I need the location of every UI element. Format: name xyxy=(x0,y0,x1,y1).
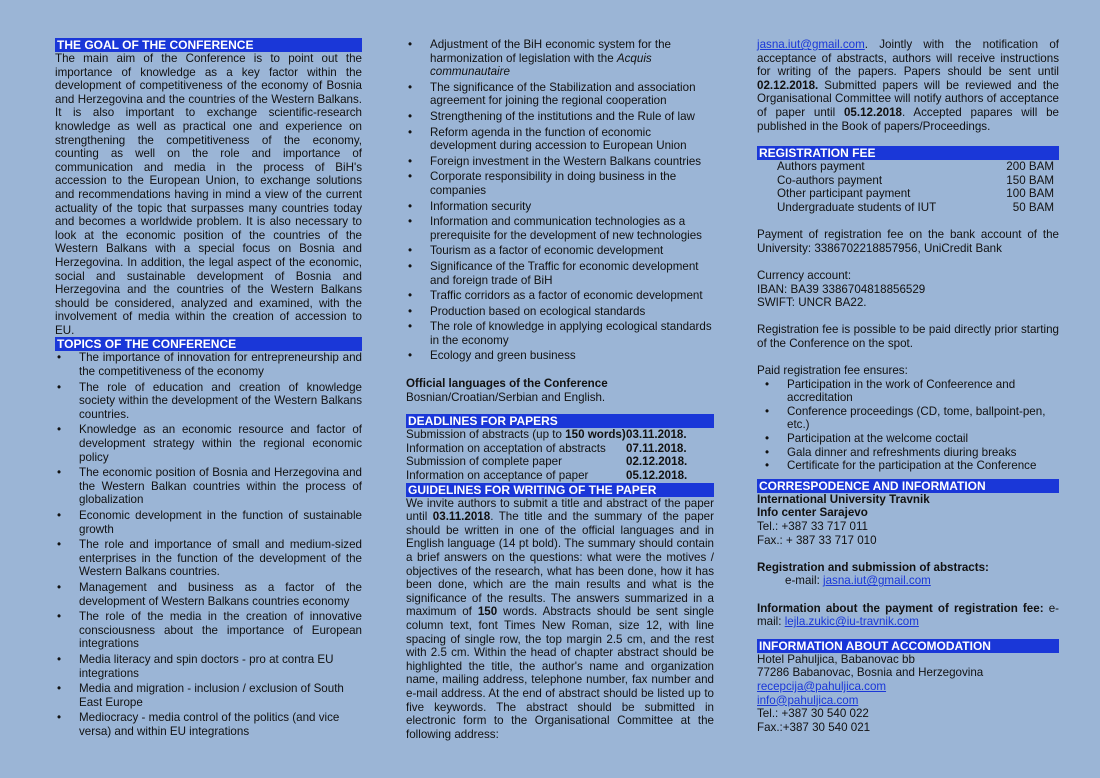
topic-item: • Production based on ecological standards xyxy=(406,305,714,319)
deadline-row xyxy=(406,455,714,469)
hotel-email-link-2[interactable]: info@pahuljica.com xyxy=(757,693,859,707)
hotel-address: 77286 Babanovac, Bosnia and Herzegovina xyxy=(757,666,984,680)
fee-label: Other participant payment xyxy=(777,187,911,201)
currency-title: Currency account: xyxy=(757,268,852,282)
fee-amount: 200 BAM xyxy=(1006,160,1054,174)
topic-item-text: Adjustment of the BiH economic system for the harmonization of legislation with the xyxy=(430,38,671,65)
topic-item: • Mediocracy - media control of the politics (and vice versa) and within EU integrations xyxy=(55,711,362,738)
fee-amount: 150 BAM xyxy=(1006,173,1054,187)
guidelines-text: We invite authors to submit a title and abstract of the paper until 03.11.2018. The title and the summary of the paper should be written in one of the official languages and in English language (14 pt bold). The summary should contain a brief answers on the questions: what were the motives / objectives of the research, what has been done, how it has been done, which are the main results and what is the significance of the results. The answers summarized in a maximum of 150 words. Abstracts should be sent single column text, font Times New Roman, size 12, with line spacing of single row, the top margin 2.5 cm, and the rest with 2.5 cm. Within the head of chapter abstract should be highlighted the title, the author's name and organization name, mailing address, telephone number, fax number and e-mail address. At the end of abstract should be listed up to five keywords. The abstract should be submitted in electronic form to the Organisational Committee at the following address: xyxy=(406,496,714,741)
topic-item: • The role of knowledge in applying ecological standards in the economy xyxy=(406,320,714,347)
deadline-row xyxy=(406,469,714,483)
topic-item: • Corporate responsibility in doing business in the companies xyxy=(406,170,714,197)
info-center: Info center Sarajevo xyxy=(757,506,868,520)
topic-item: • The significance of the Stabilization and association agreement for joining the regional cooperation xyxy=(406,81,714,108)
ensures-item: • Participation at the welcome coctail xyxy=(763,432,1059,446)
topic-item: • Significance of the Traffic for economic development and foreign trade of BiH xyxy=(406,260,714,287)
corr-fax: Fax.: + 387 33 717 010 xyxy=(757,533,877,547)
languages-title: Official languages of the Conference xyxy=(406,377,608,391)
hotel-fax: Fax.:+387 30 540 021 xyxy=(757,720,871,734)
topic-item-italic: Acquis communautaire xyxy=(430,51,652,79)
fee-header: REGISTRATION FEE xyxy=(757,146,1059,160)
topic-item: • Traffic corridors as a factor of economic development xyxy=(406,289,714,303)
ensures-list xyxy=(757,378,1059,473)
deadline-row xyxy=(406,428,714,442)
deadline-date: 07.11.2018. xyxy=(626,441,687,455)
topic-item: • Tourism as a factor of economic development xyxy=(406,244,714,258)
accommodation-header: INFORMATION ABOUT ACCOMODATION xyxy=(757,639,1059,653)
corr-tel: Tel.: +387 33 717 011 xyxy=(757,520,868,533)
topic-item: • Economic development in the function of sustainable growth xyxy=(55,509,362,536)
deadline-label: Submission of abstracts (up to 150 words) xyxy=(406,428,626,442)
topic-item: • Reform agenda in the function of economic development during accession to European Union xyxy=(406,126,714,153)
fee-amount: 100 BAM xyxy=(1006,187,1054,201)
ensures-item: • Gala dinner and refreshments diuring breaks xyxy=(763,446,1059,460)
hotel-email-link[interactable]: recepcija@pahuljica.com xyxy=(757,679,887,693)
deadline-date: 05.12.2018. xyxy=(626,469,688,483)
ensures-item: • Conference proceedings (CD, tome, ballpoint-pen, etc.) xyxy=(763,405,1059,432)
ensures-title: Paid registration fee ensures: xyxy=(757,364,908,378)
topics-header: TOPICS OF THE CONFERENCE xyxy=(55,337,362,351)
topic-item: • Management and business as a factor of the development of Western Balkans countries economy xyxy=(55,581,362,608)
fee-label: Authors payment xyxy=(777,160,865,174)
reg-title: Registration and submission of abstracts: xyxy=(757,560,989,574)
hotel-tel: Tel.: +387 30 540 022 xyxy=(757,707,869,721)
fee-label: Co-authors payment xyxy=(777,173,883,187)
ensures-item: • Participation in the work of Confeerence and accreditation xyxy=(763,378,1059,405)
topic-item: • The importance of innovation for entrepreneurship and the competitiveness of the economy xyxy=(55,351,362,378)
reg-email-link[interactable]: jasna.iut@gmail.com xyxy=(823,574,931,588)
fee-payment-text: Payment of registration fee on the bank account of the University: 3386702218857956, UniCredit Bank xyxy=(757,228,1059,255)
ensures-item: • Certificate for the participation at the Conference xyxy=(763,459,1059,473)
topic-item xyxy=(406,38,714,79)
deadlines-table xyxy=(406,428,714,482)
fee-label: Undergraduate students of IUT xyxy=(777,200,937,214)
pay-info: Information about the payment of registration fee: e-mail: lejla.zukic@iu-travnik.com xyxy=(757,601,1060,629)
abstract-email-link[interactable]: jasna.iut@gmail.com xyxy=(757,38,865,51)
topic-item: • Strengthening of the institutions and the Rule of law xyxy=(406,110,714,124)
fee-row xyxy=(777,187,1054,201)
topic-item: • Ecology and green business xyxy=(406,349,714,363)
org-name: International University Travnik xyxy=(757,492,930,506)
correspondence-header: CORRESPODENCE AND INFORMATION xyxy=(757,479,1059,493)
deadline-row xyxy=(406,442,714,456)
deadline-label: Submission of complete paper xyxy=(406,455,562,469)
deadline-date: 03.11.2018. xyxy=(626,428,687,442)
fee-onsite-text: Registration fee is possible to be paid directly prior starting of the Conference on the spot. xyxy=(757,323,1059,350)
topic-item: • Media literacy and spin doctors - pro at contra EU integrations xyxy=(55,653,362,680)
column-right xyxy=(757,38,1059,734)
swift: SWIFT: UNCR BA22. xyxy=(757,296,867,310)
iban: IBAN: BA39 3386704818856529 xyxy=(757,282,926,296)
deadline-date: 02.12.2018. xyxy=(626,455,688,469)
topic-item: • Knowledge as an economic resource and factor of development strategy within the regional economic policy xyxy=(55,423,362,464)
topics-list xyxy=(55,351,362,738)
goal-text: The main aim of the Conference is to point out the importance of knowledge as a key factor within the development of competitiveness of the economy of Bosnia and Herzegovina and the countries of the Western Balkans. It is also important to exchange scientific-research knowledge as well as practical one and experience on strengthening the competitiveness of the economy, counting as well on the role and importance of communication and media in the process of BiH's accession to the European Union, to exchange solutions and recommendations having in mind a view of the current actuality of the topic that surpasses many countries today and becomes a worldwide problem. It is also necessary to look at the economic position of the countries of the Western Balkans with a special focus on Bosnia and Herzegovina. In addition, the legal aspect of the economic, social and sustainable development of Bosnia and Herzegovina and the countries of the Western Balkans should be considered, analyzed and examined, with the involvement of media within the creation of accession to EU. xyxy=(55,52,362,337)
topic-item: • Foreign investment in the Western Balkans countries xyxy=(406,155,714,169)
topic-item: • The role and importance of small and medium-sized enterprises in the function of the development of the Western Balkans countries. xyxy=(55,538,362,579)
topic-item: • Information and communication technologies as a prerequisite for the development of new technologies xyxy=(406,215,714,242)
topic-item: • Information security xyxy=(406,200,714,214)
deadline-label: Information on acceptation of abstracts xyxy=(406,441,606,455)
deadline-label: Information on acceptance of paper xyxy=(406,469,589,483)
topic-item: • Media and migration - inclusion / exclusion of South East Europe xyxy=(55,682,362,709)
fee-row xyxy=(777,201,1054,215)
topic-item: • The economic position of Bosnia and Herzegovina and the Western Balkan countries within the process of globalization xyxy=(55,466,362,507)
column-middle xyxy=(406,38,714,741)
fee-row xyxy=(777,174,1054,188)
pay-email-link[interactable]: lejla.zukic@iu-travnik.com xyxy=(784,615,919,629)
topic-item: • The role of education and creation of knowledge society within the development of the Western Balkans countries. xyxy=(55,381,362,422)
hotel-name: Hotel Pahuljica, Babanovac bb xyxy=(757,652,915,666)
reg-email-line: e-mail: jasna.iut@gmail.com xyxy=(785,574,931,588)
fee-table xyxy=(777,160,1054,214)
fee-amount: 50 BAM xyxy=(1012,200,1054,214)
goal-header: THE GOAL OF THE CONFERENCE xyxy=(55,38,362,52)
deadlines-header: DEADLINES FOR PAPERS xyxy=(406,414,714,428)
guidelines-text-continued: jasna.iut@gmail.com. Jointly with the notification of acceptance of abstracts, authors will receive instructions for writing of the papers. Papers should be sent until 02.12.2018. Submitted papers will be reviewed and the Organisational Committee will notify authors of acceptance of paper until 05.12.2018. Accepted papares will be published in the Book of papers/Proceedings. xyxy=(757,38,1059,133)
column-left xyxy=(55,38,362,741)
topic-item: • The role of the media in the creation of innovative consciousness about the importance of European integrations xyxy=(55,610,362,651)
languages-text: Bosnian/Croatian/Serbian and English. xyxy=(406,390,606,404)
fee-row xyxy=(777,160,1054,174)
topics-list-continued xyxy=(406,38,714,363)
guidelines-header: GUIDELINES FOR WRITING OF THE PAPER xyxy=(406,483,714,497)
